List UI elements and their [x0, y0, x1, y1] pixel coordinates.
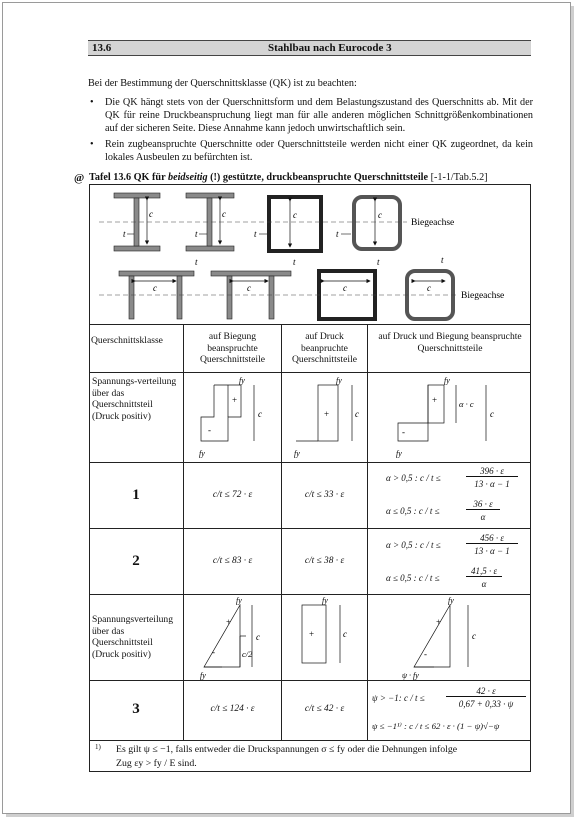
page-shadow [571, 6, 574, 816]
limit-combined-den: α [481, 579, 487, 589]
stress-row-label: Spannungs-verteilung über das Querschnittsteil (Druck positiv) [92, 376, 177, 422]
table-rule [89, 680, 531, 681]
hollow-section [354, 197, 400, 249]
c-label: c [258, 409, 262, 419]
page-title: Stahlbau nach Eurocode 3 [268, 42, 392, 54]
footnote-text: Zug εy > fy / E sind. [116, 758, 197, 769]
table-rule [89, 324, 531, 325]
minus-sign: - [402, 427, 405, 437]
table-rule [89, 528, 531, 529]
minus-sign: - [208, 425, 211, 435]
dim-t-label: t [377, 257, 380, 267]
dim-c-label: c [222, 209, 226, 219]
class-number: 3 [132, 701, 140, 717]
fy-label: fy [322, 596, 328, 605]
c-label: c [472, 631, 476, 641]
dim-c-label: c [293, 210, 297, 220]
footnote-mark: 1) [95, 743, 101, 751]
class-number: 2 [132, 553, 140, 569]
bullet-text: Die QK hängt stets von der Querschnittsform und dem Belastungszustand des Querschnitts ab. Mit der QK für reine Druckbeanspruchung liegt man für alle anderen möglichen Schnittgrößenkombinationen auf der sicheren Seite. Diese Annahme kann jedoch unwirtschaftlich sein. [105, 97, 533, 134]
dim-c-label: c [343, 283, 347, 293]
fy-label: fy [199, 449, 205, 458]
col-header-compression: auf Druck beanpruchte Querschnittsteile [291, 331, 357, 365]
margin-mark: @ [74, 172, 85, 184]
i-beam-section [114, 193, 160, 251]
limit-combined-den: α [480, 512, 486, 522]
table-rule [89, 462, 531, 463]
limit-bending: c/t ≤ 124 · ε [210, 704, 255, 714]
dim-c-label: c [149, 209, 153, 219]
limit-combined-den: 13 · α − 1 [474, 546, 510, 556]
intro-text: Bei der Bestimmung der Querschnittsklasse (QK) ist zu beachten: [88, 78, 357, 89]
psi-fy-label: ψ · fy [402, 671, 419, 680]
i-beam-section [186, 193, 234, 251]
plus-sign: + [436, 617, 442, 627]
dim-t-label: t [336, 229, 339, 239]
axis-label: Biegeachse [411, 218, 455, 228]
plus-sign: + [232, 395, 238, 405]
bullet-dot: • [90, 139, 94, 150]
bullet-text: Rein zugbeanspruchte Querschnitte oder Querschnittsteile werden nicht einer QK zugeordnet, da kein lokales Ausbeulen zu befürchten ist. [105, 139, 533, 163]
limit-combined-alt: ψ ≤ −1¹⁾ : c / t ≤ 62 · ε · (1 − ψ)√−ψ [372, 721, 500, 731]
table-rule [89, 740, 531, 741]
col-header-combined: auf Druck und Biegung beanspruchte Querschnittsteile [378, 331, 522, 354]
limit-compression: c/t ≤ 38 · ε [304, 556, 345, 566]
axis-label: Biegeachse [461, 291, 505, 301]
plus-sign: + [226, 617, 232, 627]
box-section [269, 197, 321, 251]
plus-sign: + [324, 409, 330, 419]
dim-t-label: t [195, 229, 198, 239]
dim-t-label: t [254, 229, 257, 239]
c-label: c [256, 632, 260, 642]
limit-combined-pre: α > 0,5 : c / t ≤ [386, 473, 441, 483]
col-header-bending: auf Biegung beanspruchte Querschnittsteile [199, 331, 265, 365]
limit-combined-pre: α ≤ 0,5 : c / t ≤ [386, 573, 440, 583]
caption-suffix: (!) gestützte, druckbeanspruchte Querschnittsteile [207, 172, 431, 183]
plus-sign: + [432, 395, 438, 405]
fy-label: fy [236, 596, 242, 605]
c-label: c [355, 409, 359, 419]
fy-label: fy [444, 376, 450, 385]
col-header-class: Querschnittsklasse [91, 335, 163, 346]
dim-c-label: c [153, 283, 157, 293]
limit-compression: c/t ≤ 33 · ε [304, 490, 345, 500]
limit-combined-pre: ψ > −1: c / t ≤ [372, 693, 425, 703]
limit-combined-pre: α ≤ 0,5 : c / t ≤ [386, 506, 440, 516]
limit-combined-num: 36 · ε [466, 499, 500, 510]
fy-label: fy [336, 376, 342, 385]
stress-diagram-compression [282, 373, 367, 462]
footnote-text: Es gilt ψ ≤ −1, falls entweder die Druckspannungen σ ≤ fy oder die Dehnungen infolge [116, 744, 458, 755]
limit-combined-den: 0,67 + 0,33 · ψ [458, 699, 514, 709]
c-half-label: c/2 [242, 649, 253, 659]
c-label: c [343, 629, 347, 639]
plus-sign: + [309, 629, 315, 639]
limit-combined-den: 13 · α − 1 [474, 479, 510, 489]
section-number: 13.6 [92, 42, 112, 54]
class-number: 1 [132, 487, 140, 503]
dim-t-label: t [123, 229, 126, 239]
limit-bending: c/t ≤ 72 · ε [212, 490, 253, 500]
caption-emphasis: beidseitig [167, 172, 208, 183]
dim-c-label: c [427, 283, 431, 293]
dim-t-label: t [293, 257, 296, 267]
c-label: c [490, 409, 494, 419]
fy-label: fy [294, 449, 300, 458]
limit-bending: c/t ≤ 83 · ε [212, 556, 253, 566]
stress-row-label: Spannungsverteilung über das Querschnittsteil (Druck positiv) [92, 614, 174, 660]
dim-t-label: t [441, 255, 444, 265]
page-shadow [6, 814, 574, 817]
limit-combined-num: 41,5 · ε [466, 566, 502, 577]
stress-diagram-bending [184, 373, 281, 462]
bullet-dot: • [90, 97, 94, 108]
stress-diagram-bending [184, 595, 281, 680]
caption-reference: [-1-1/Tab.5.2] [430, 172, 488, 183]
dim-c-label: c [247, 283, 251, 293]
alpha-c-label: α · c [459, 399, 474, 409]
limit-combined-num: 456 · ε [466, 533, 518, 544]
limit-combined-num: 396 · ε [466, 466, 518, 477]
fy-label: fy [448, 596, 454, 605]
minus-sign: - [212, 647, 215, 657]
limit-combined-num: 42 · ε [446, 686, 526, 697]
minus-sign: - [424, 649, 427, 659]
table-caption [89, 172, 539, 183]
dim-c-label: c [378, 210, 382, 220]
cross-section-diagram [89, 185, 531, 324]
dim-t-label: t [195, 257, 198, 267]
page-header [88, 40, 531, 56]
stress-diagram-combined [368, 595, 531, 680]
limit-compression: c/t ≤ 42 · ε [304, 704, 345, 714]
stress-diagram-compression [282, 595, 367, 680]
limit-combined-pre: α > 0,5 : c / t ≤ [386, 540, 441, 550]
fy-label: fy [200, 671, 206, 680]
fy-label: fy [396, 449, 402, 458]
stress-diagram-combined [368, 373, 531, 462]
fy-label: fy [239, 376, 245, 385]
caption-prefix: Tafel 13.6 QK für [89, 172, 168, 183]
